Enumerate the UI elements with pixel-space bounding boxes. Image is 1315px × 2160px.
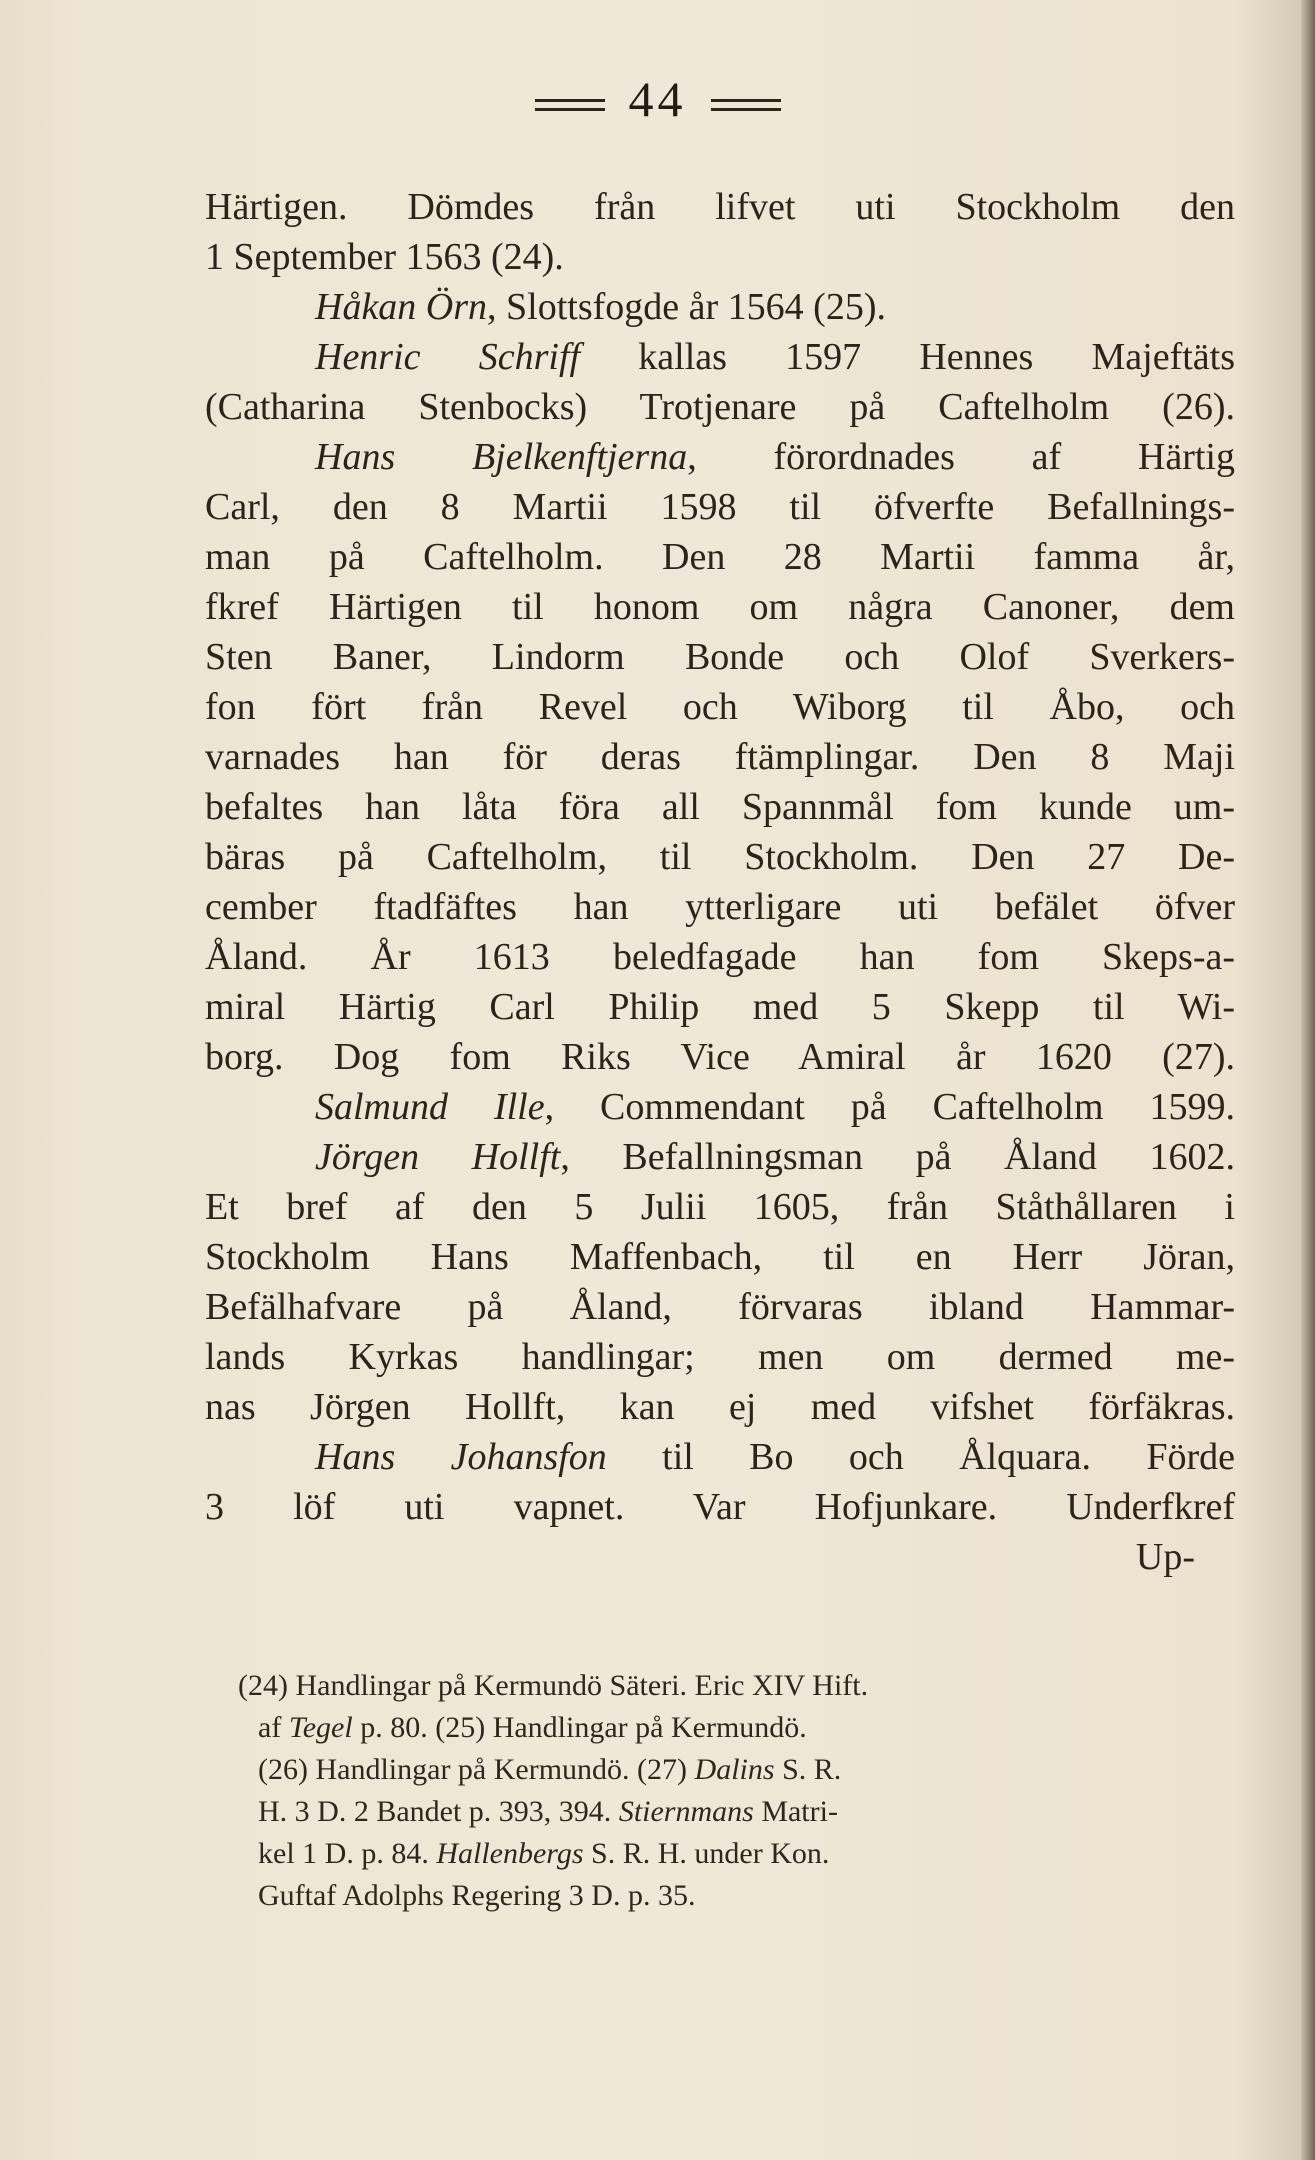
text-line: [205, 1182, 1235, 1232]
text-line: [205, 1032, 1235, 1082]
text-line: [205, 332, 1235, 382]
text-line: [205, 682, 1235, 732]
text-run: (26) Handlingar på Kermundö. (27): [258, 1753, 695, 1786]
text-run: , Commendant på Caftelholm 1599.: [544, 1086, 1235, 1128]
footnote-line: [258, 1875, 1233, 1917]
text-run: Guftaf Adolphs Regering 3 D. p. 35.: [258, 1879, 696, 1912]
text-line: [205, 632, 1235, 682]
text-line: [205, 982, 1235, 1032]
text-run: Carl, den 8 Martii 1598 til öfverfte Befallnings-: [205, 486, 1235, 528]
footnote-line: [258, 1791, 1233, 1833]
text-line: [205, 1082, 1235, 1132]
footnote-line: [258, 1749, 1233, 1791]
footnote-line: [258, 1833, 1233, 1875]
page-number: 44: [628, 71, 687, 127]
text-line: [205, 232, 1235, 282]
italic-text: Hans Bjelkenftjerna: [315, 436, 688, 478]
italic-text: Tegel: [288, 1711, 353, 1744]
text-run: p. 80. (25) Handlingar på Kermundö.: [352, 1711, 807, 1744]
text-run: Stockholm Hans Maffenbach, til en Herr Jöran,: [205, 1236, 1235, 1278]
body-text: [205, 182, 1235, 1582]
text-run: , Slottsfogde år 1564 (25).: [487, 286, 886, 328]
text-run: Up-: [1135, 1536, 1195, 1578]
text-line: [205, 1332, 1235, 1382]
text-line: [205, 482, 1235, 532]
page-number-header: [0, 70, 1315, 128]
text-line: [205, 432, 1235, 482]
text-run: bäras på Caftelholm, til Stockholm. Den 27 De-: [205, 836, 1235, 878]
text-line: [205, 1382, 1235, 1432]
header-rule-right: [711, 99, 781, 111]
text-run: , Befallningsman på Åland 1602.: [560, 1136, 1235, 1178]
text-line: [205, 832, 1235, 882]
text-run: borg. Dog fom Riks Vice Amiral år 1620 (27).: [205, 1036, 1235, 1078]
text-run: Åland. År 1613 beledfagade han fom Skeps-a-: [205, 936, 1235, 978]
header-rule-left: [535, 99, 605, 111]
text-line: [205, 882, 1235, 932]
text-run: 1 September 1563 (24).: [205, 236, 564, 278]
text-run: fkref Härtigen til honom om några Canoner, dem: [205, 586, 1235, 628]
text-run: S. R.: [774, 1753, 842, 1786]
italic-text: Hallenbergs: [436, 1837, 584, 1870]
text-run: , förordnades af Härtig: [687, 436, 1235, 478]
text-line: [205, 282, 1235, 332]
text-run: nas Jörgen Hollft, kan ej med vifshet förfäkras.: [205, 1386, 1235, 1428]
text-run: H. 3 D. 2 Bandet p. 393, 394.: [258, 1795, 619, 1828]
italic-text: Stiernmans: [618, 1795, 754, 1828]
text-run: af: [258, 1711, 289, 1744]
text-line: [205, 532, 1235, 582]
italic-text: Henric Schriff: [315, 336, 581, 378]
footnote-line: [238, 1665, 1233, 1707]
italic-text: Dalins: [694, 1753, 775, 1786]
text-run: man på Caftelholm. Den 28 Martii famma år,: [205, 536, 1235, 578]
text-run: Härtigen. Dömdes från lifvet uti Stockholm den: [205, 186, 1235, 228]
text-run: 3 löf uti vapnet. Var Hofjunkare. Underfkref: [205, 1486, 1235, 1528]
text-run: (24) Handlingar på Kermundö Säteri. Eric XIV Hift.: [238, 1669, 869, 1702]
text-line: [205, 1232, 1235, 1282]
text-run: lands Kyrkas handlingar; men om dermed me-: [205, 1336, 1235, 1378]
text-line: [205, 782, 1235, 832]
text-line: [205, 1132, 1235, 1182]
text-run: Matri-: [753, 1795, 838, 1828]
text-line: [205, 1282, 1235, 1332]
text-run: cember ftadfäftes han ytterligare uti befälet öfver: [205, 886, 1235, 928]
italic-text: Håkan Örn: [315, 286, 488, 328]
text-run: S. R. H. under Kon.: [583, 1837, 830, 1870]
italic-text: Hans Johansfon: [315, 1436, 607, 1478]
text-line: [205, 1432, 1235, 1482]
text-run: Befälhafvare på Åland, förvaras ibland Hammar-: [205, 1286, 1235, 1328]
italic-text: Salmund Ille: [315, 1086, 545, 1128]
text-run: til Bo och Ålquara. Förde: [606, 1436, 1235, 1478]
page-edge-shadow: [1301, 0, 1315, 2160]
text-line: [205, 1532, 1235, 1582]
footnote-line: [258, 1707, 1233, 1749]
text-line: [205, 732, 1235, 782]
text-run: befaltes han låta föra all Spannmål fom kunde um-: [205, 786, 1235, 828]
text-line: [205, 382, 1235, 432]
text-run: (Catharina Stenbocks) Trotjenare på Caftelholm (26).: [205, 386, 1235, 428]
text-line: [205, 182, 1235, 232]
text-run: miral Härtig Carl Philip med 5 Skepp til Wi-: [205, 986, 1235, 1028]
text-run: kel 1 D. p. 84.: [258, 1837, 437, 1870]
footnotes: [238, 1665, 1233, 1917]
text-run: fon fört från Revel och Wiborg til Åbo, och: [205, 686, 1235, 728]
text-line: [205, 1482, 1235, 1532]
text-run: Et bref af den 5 Julii 1605, från Ståthållaren i: [205, 1186, 1235, 1228]
text-line: [205, 932, 1235, 982]
text-line: [205, 582, 1235, 632]
text-run: kallas 1597 Hennes Majeftäts: [580, 336, 1235, 378]
text-run: Sten Baner, Lindorm Bonde och Olof Sverkers-: [205, 636, 1235, 678]
text-run: varnades han för deras ftämplingar. Den 8 Maji: [205, 736, 1235, 778]
italic-text: Jörgen Hollft: [315, 1136, 561, 1178]
